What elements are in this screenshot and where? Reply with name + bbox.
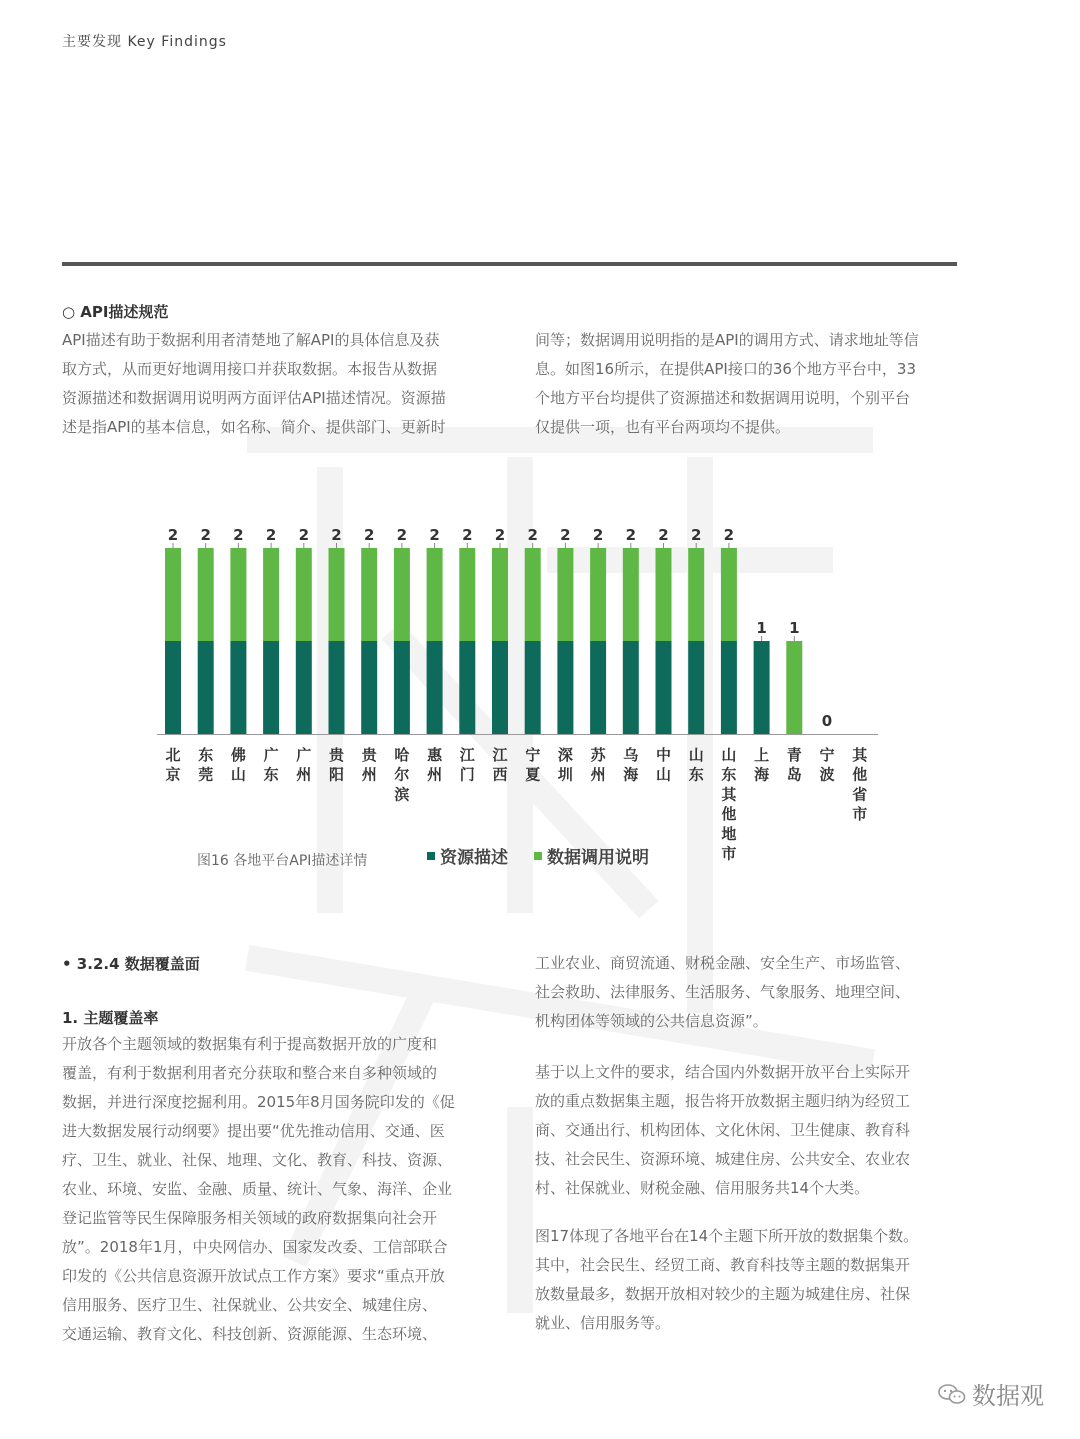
category-label: 深圳 bbox=[557, 746, 573, 784]
bar-segment-invocation bbox=[656, 548, 672, 641]
bar-segment-invocation bbox=[786, 641, 802, 734]
bar-segment-resource bbox=[165, 641, 181, 734]
category-label: 佛山 bbox=[230, 746, 246, 784]
bar-segment-resource bbox=[623, 641, 639, 734]
bar-segment-resource bbox=[688, 641, 704, 734]
bar-segment-resource bbox=[590, 641, 606, 734]
bar-total-label: 2 bbox=[363, 526, 375, 544]
watermark-text: 数据观 bbox=[972, 1382, 1044, 1410]
category-label: 上海 bbox=[754, 746, 770, 784]
category-label: 贵州 bbox=[361, 746, 377, 784]
bar-segment-invocation bbox=[590, 548, 606, 641]
bar-segment-resource bbox=[263, 641, 279, 734]
category-label: 宁波 bbox=[819, 746, 835, 784]
legend-resource bbox=[427, 843, 508, 868]
category-label: 惠州 bbox=[427, 746, 443, 784]
legend-swatch-dark bbox=[427, 852, 435, 860]
category-label: 哈尔滨 bbox=[394, 746, 410, 804]
bar-segment-resource bbox=[656, 641, 672, 734]
category-label: 青岛 bbox=[786, 746, 802, 784]
bar-segment-invocation bbox=[427, 548, 443, 641]
bar-total-label: 2 bbox=[527, 526, 538, 544]
bar-total-label: 1 bbox=[789, 619, 800, 637]
category-label: 江西 bbox=[492, 746, 508, 784]
bar-segment-invocation bbox=[165, 548, 181, 641]
category-label: 广东 bbox=[263, 746, 279, 784]
bar-total-label: 2 bbox=[723, 526, 735, 544]
bar-total-label: 2 bbox=[560, 526, 571, 544]
category-label: 中山 bbox=[655, 746, 672, 784]
bar-segment-invocation bbox=[198, 548, 214, 641]
bar-segment-invocation bbox=[361, 548, 377, 641]
bar-segment-invocation bbox=[688, 548, 704, 641]
category-label: 其他省市 bbox=[852, 746, 868, 824]
coverage-section-title: • 3.2.4 数据覆盖面 bbox=[62, 955, 200, 973]
bar-segment-invocation bbox=[459, 548, 475, 641]
category-label: 苏州 bbox=[590, 746, 606, 784]
bar-segment-resource bbox=[557, 641, 573, 734]
bar-segment-invocation bbox=[557, 548, 573, 641]
api-right-paragraph: 间等；数据调用说明指的是API的调用方式、请求地址等信 息。如图16所示，在提供API接口的36个地方平台中，33 个地方平台均提供了资源描述和数据调用说明，个别平台 仅提供一项，也有平台两项均不提供。 bbox=[535, 331, 919, 436]
coverage-left-paragraph: 开放各个主题领域的数据集有利于提高数据开放的广度和 覆盖，有利于数据利用者充分获取和整合来自多种领域的 数据，并进行深度挖掘利用。2015年8月国务院印发的《促 进大数据发展行动纲要》提出要“优先推动信用、交通、医 疗、卫生、就业、社保、地理、文化、教育、科技、资源、 农业、环境、安监、金融、质量、统计、气象、海洋、企业 登记监管等民生保障服务相关领域的政府数据集向社会开 放”。2018年1月，中央网信办、国家发改委、工信部联合 印发的《公共信息资源开放试点工作方案》要求“重点开放 信用服务、医疗卫生、社保就业、公共安全、城建住房、 交通运输、教育文化、科技创新、资源能源、生态环境、 bbox=[62, 1035, 455, 1343]
category-label: 宁夏 bbox=[525, 746, 541, 784]
category-label: 乌海 bbox=[623, 746, 639, 784]
bar-total-label: 2 bbox=[396, 526, 408, 544]
figure-caption: 图16 各地平台API描述详情 bbox=[197, 853, 368, 869]
category-label: 山东 bbox=[688, 746, 704, 784]
bar-segment-resource bbox=[296, 641, 312, 734]
bar-segment-resource bbox=[198, 641, 214, 734]
bar-segment-resource bbox=[721, 641, 737, 734]
coverage-right-paragraph-3: 图17体现了各地平台在14个主题下所开放的数据集个数。 其中，社会民生、经贸工商、教育科技等主题的数据集开 放数量最多，数据开放相对较少的主题为城建住房、社保 就业、信用服务等。 bbox=[535, 1227, 919, 1332]
bar-total-label: 2 bbox=[298, 526, 310, 544]
bar-total-label: 2 bbox=[625, 526, 637, 544]
legend-invocation bbox=[534, 843, 649, 868]
bar-total-label: 2 bbox=[331, 526, 342, 544]
bar-segment-invocation bbox=[394, 548, 410, 641]
watermark bbox=[938, 1376, 1044, 1411]
bar-segment-resource bbox=[230, 641, 246, 734]
category-label: 山东其他地市 bbox=[721, 746, 737, 863]
bar-total-label: 2 bbox=[494, 526, 506, 544]
bar-segment-invocation bbox=[525, 548, 541, 641]
bar-total-label: 2 bbox=[658, 526, 669, 544]
bar-total-label: 2 bbox=[233, 526, 244, 544]
bar-total-label: 2 bbox=[690, 526, 702, 544]
bar-segment-resource bbox=[394, 641, 410, 734]
bar-segment-resource bbox=[525, 641, 541, 734]
api-left-paragraph: API描述有助于数据利用者清楚地了解API的具体信息及获 取方式，从而更好地调用接口并获取数据。本报告从数据 资源描述和数据调用说明两方面评估API描述情况。资源描 述是指API的基本信息，如名称、简介、提供部门、更新时 bbox=[62, 331, 446, 436]
bar-segment-invocation bbox=[230, 548, 246, 641]
bar-segment-resource bbox=[329, 641, 345, 734]
category-label: 广州 bbox=[296, 746, 312, 784]
bar-segment-invocation bbox=[623, 548, 639, 641]
coverage-right-paragraph-2: 基于以上文件的要求，结合国内外数据开放平台上实际开 放的重点数据集主题，报告将开放数据主题归纳为经贸工 商、交通出行、机构团体、文化休闲、卫生健康、教育科 技、社会民生、资源环境、城建住房、公共安全、农业农 村、社保就业、财税金融、信用服务共14个大类。 bbox=[535, 1063, 911, 1197]
category-label: 贵阳 bbox=[328, 746, 345, 784]
bar-total-label: 2 bbox=[592, 526, 604, 544]
bar-segment-resource bbox=[492, 641, 508, 734]
bar-segment-resource bbox=[459, 641, 475, 734]
bar-segment-invocation bbox=[296, 548, 312, 641]
legend-label-resource: 资源描述 bbox=[440, 848, 508, 868]
coverage-right-paragraph-1: 工业农业、商贸流通、财税金融、安全生产、市场监管、 社会救助、法律服务、生活服务、气象服务、地理空间、 机构团体等领域的公共信息资源”。 bbox=[535, 954, 911, 1030]
coverage-subtitle: 1. 主题覆盖率 bbox=[62, 1009, 159, 1027]
bar-segment-resource bbox=[427, 641, 443, 734]
bar-segment-invocation bbox=[329, 548, 345, 641]
category-label: 东莞 bbox=[198, 746, 214, 784]
bar-total-label: 2 bbox=[462, 526, 473, 544]
bar-total-label: 2 bbox=[167, 526, 179, 544]
category-label: 江门 bbox=[459, 746, 475, 784]
api-section-title: ○ API描述规范 bbox=[62, 303, 169, 321]
bar-total-label: 0 bbox=[821, 712, 833, 730]
category-label: 北京 bbox=[165, 746, 181, 784]
page-header: 主要发现 Key Findings bbox=[62, 34, 227, 50]
bar-total-label: 1 bbox=[756, 619, 767, 637]
bar-segment-invocation bbox=[492, 548, 508, 641]
legend-label-invocation: 数据调用说明 bbox=[547, 848, 649, 868]
bar-segment-invocation bbox=[263, 548, 279, 641]
bar-segment-resource bbox=[754, 641, 770, 734]
legend-swatch-light bbox=[534, 852, 542, 860]
wechat-icon bbox=[938, 1383, 966, 1405]
bar-segment-resource bbox=[361, 641, 377, 734]
bar-total-label: 2 bbox=[265, 526, 277, 544]
bar-total-label: 2 bbox=[429, 526, 440, 544]
bar-total-label: 2 bbox=[200, 526, 211, 544]
bar-segment-invocation bbox=[721, 548, 737, 641]
